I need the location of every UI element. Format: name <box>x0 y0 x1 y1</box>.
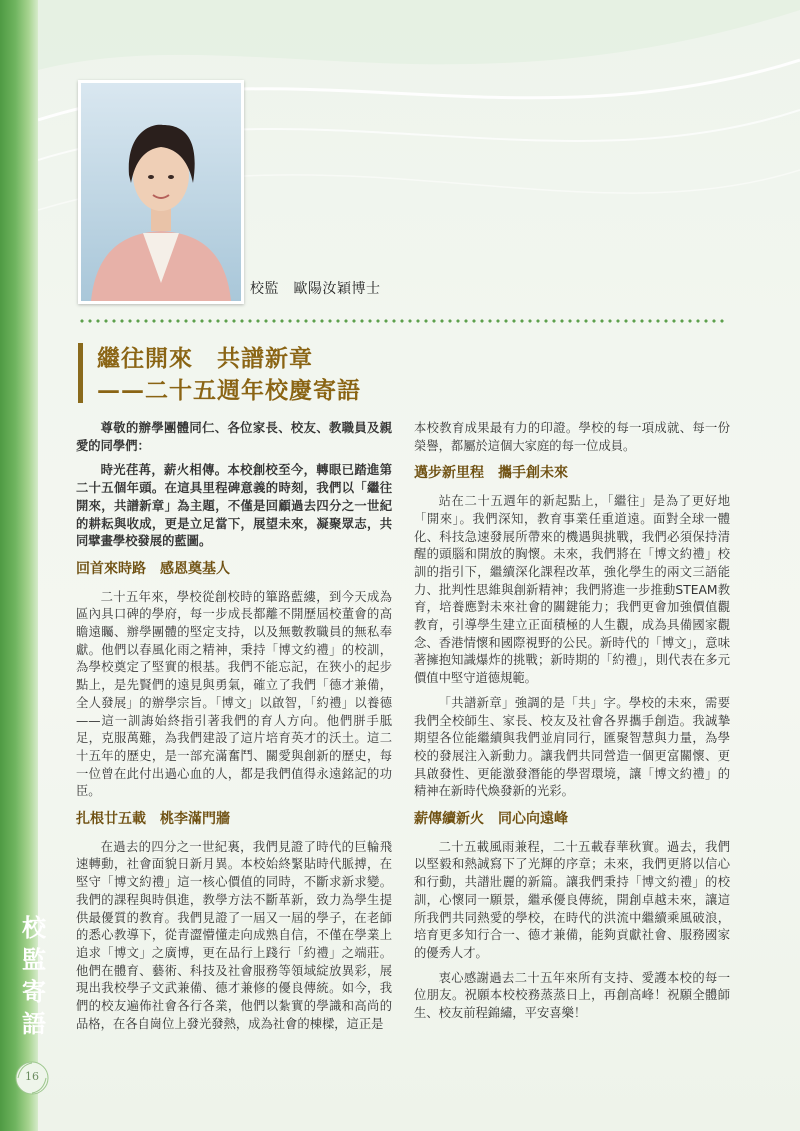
side-char-3: 寄 <box>22 977 46 1006</box>
side-char-4: 語 <box>22 1009 46 1038</box>
paragraph-2-cont: 本校教育成果最有力的印證。學校的每一項成就、每一份榮譽，都屬於這個大家庭的每一位成員。 <box>414 421 730 453</box>
paragraph-2: 在過去的四分之一世紀裏，我們見證了時代的巨輪飛速轉動，社會面貌日新月異。本校始終緊貼時代脈搏，在堅守「博文約禮」這一核心價值的同時，不斷求新求變。我們的課程與時俱進，教學方法不斷革新，致力為學生提供最優質的教育。我們見證了一屆又一屆的學子，在老師的悉心教導下，從青澀懵懂走向成熟自信，不僅在學業上追求「博文」之廣博，更在品行上踐行「約禮」之端莊。他們在體育、藝術、科技及社會服務等領域綻放異彩，展現出我校學子文武兼備、德才兼修的優良傳統。如今，我們的校友遍佈社會各行各業，他們以紮實的學識和高尚的品格，在各自崗位上發光發熱，成為社會的棟樑，這正是 <box>76 839 392 1031</box>
paragraph-3: 站在二十五週年的新起點上，「繼往」是為了更好地「開來」。我們深知，教育事業任重道遠。面對全球一體化、科技急速發展所帶來的機遇與挑戰，我們必須保持清醒的頭腦和開放的胸懷。未來，我們將在「博文約禮」校訓的指引下，繼續深化課程改革，強化學生的兩文三語能力、批判性思維與創新精神；我們將進一步推動STEAM教育，培養應對未來社會的關鍵能力；我們更會加強價值觀教育，引導學生建立正面積極的人生觀，成為具備國家觀念、香港情懷和國際視野的公民。新時代的「博文」，意味著擁抱知識爆炸的挑戰；新時期的「約禮」，則代表在多元價值中堅守道德規範。 <box>414 494 730 686</box>
article-subtitle: ——二十五週年校慶寄語 <box>97 377 361 404</box>
right-column <box>414 420 730 1030</box>
photo-caption: 校監 歐陽汝穎博士 <box>250 281 381 297</box>
article-title: 繼往開來 共譜新章 <box>97 345 313 372</box>
title-accent-bar <box>78 343 83 403</box>
section-heading-4: 薪傳續新火 同心向遠峰 <box>414 811 568 828</box>
paragraph-4: 「共譜新章」強調的是「共」字。學校的未來，需要我們全校師生、家長、校友及社會各界攜手創造。我誠摯期望各位能繼續與我們並肩同行，匯聚智慧與力量，為學校的發展注入新動力。讓我們共同營造一個更富關懷、更具啟發性、更能激發潛能的學習環境，讓「博文約禮」的精神在新時代煥發新的光彩。 <box>414 695 730 799</box>
side-char-1: 校 <box>22 913 46 942</box>
greeting: 尊敬的辦學團體同仁、各位家長、校友、教職員及親愛的同學們： <box>76 421 392 453</box>
section-heading-1: 回首來時路 感恩奠基人 <box>76 560 230 577</box>
section-heading-2: 扎根廿五載 桃李滿門牆 <box>76 811 230 828</box>
supervisor-photo <box>78 80 244 304</box>
dotted-divider-top <box>78 319 728 323</box>
paragraph-1: 二十五年來，學校從創校時的篳路藍縷，到今天成為區內具口碑的學府，每一步成長都離不開歷屆校董會的高瞻遠矚、辦學團體的堅定支持，以及無數教職員的無私奉獻。他們以春風化雨之精神，秉持「博文約禮」的校訓，為學校奠定了堅實的根基。我們不能忘記，在狹小的起步點上，是先賢們的遠見與勇氣，確立了我們「德才兼備，全人發展」的辦學宗旨。「博文」以啟智，「約禮」以養德——這一訓誨始終指引著我們的育人方向。他們胼手胝足，克服萬難，為我們建設了這片培育英才的沃土。這二十五年的歷史，是一部充滿奮鬥、關愛與創新的歷史，每一位曾在此付出過心血的人，都是我們值得永遠銘記的功臣。 <box>76 589 392 799</box>
intro-paragraph: 時光荏苒，薪火相傳。本校創校至今，轉眼已踏進第二十五個年頭。在這具里程碑意義的時刻，我們以「繼往開來，共譜新章」為主題，不僅是回顧過去四分之一世紀的耕耘與收成，更是立足當下，展望未來，凝聚眾志，共同擘畫學校發展的藍圖。 <box>76 463 392 549</box>
paragraph-6: 衷心感謝過去二十五年來所有支持、愛護本校的每一位朋友。祝願本校校務蒸蒸日上，再創高峰！祝願全體師生、校友前程錦繡，平安喜樂！ <box>414 970 730 1021</box>
section-heading-3: 邁步新里程 攜手創未來 <box>414 465 568 482</box>
side-char-2: 監 <box>22 945 46 974</box>
left-column <box>76 420 392 1041</box>
vertical-section-title <box>22 912 44 1040</box>
paragraph-5: 二十五載風雨兼程，二十五載春華秋實。過去，我們以堅毅和熱誠寫下了光輝的序章；未來，我們更將以信心和行動，共譜壯麗的新篇。讓我們秉持「博文約禮」的校訓，心懷同一願景，繼承優良傳統，開創卓越未來，讓這所我們共同熱愛的學校，在時代的洪流中繼續乘風破浪，培育更多知行合一、德才兼備，能夠貢獻社會、服務國家的優秀人才。 <box>414 839 730 960</box>
page-number: 16 <box>25 1070 39 1083</box>
